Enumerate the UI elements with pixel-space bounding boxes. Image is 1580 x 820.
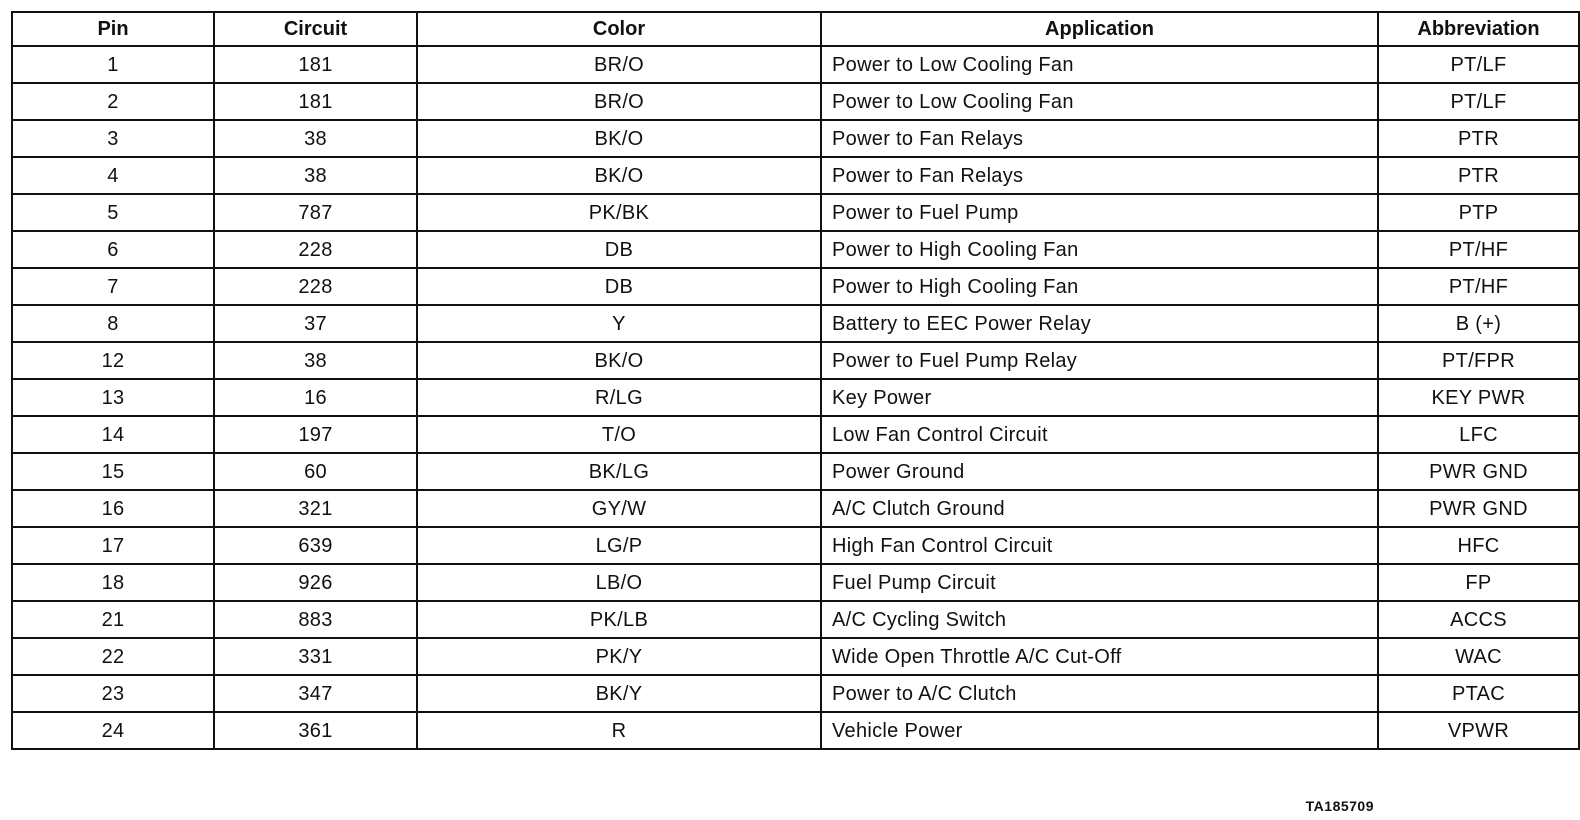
cell-application: Low Fan Control Circuit (821, 416, 1378, 453)
cell-application: Wide Open Throttle A/C Cut-Off (821, 638, 1378, 675)
header-application: Application (821, 12, 1378, 46)
cell-circuit: 38 (214, 157, 417, 194)
cell-application: Power to High Cooling Fan (821, 231, 1378, 268)
cell-color: R/LG (417, 379, 821, 416)
cell-abbreviation: PTR (1378, 120, 1579, 157)
cell-color: BK/LG (417, 453, 821, 490)
cell-application: Power to Low Cooling Fan (821, 46, 1378, 83)
cell-application: Power to High Cooling Fan (821, 268, 1378, 305)
cell-color: LG/P (417, 527, 821, 564)
cell-abbreviation: FP (1378, 564, 1579, 601)
cell-application: Vehicle Power (821, 712, 1378, 749)
cell-abbreviation: KEY PWR (1378, 379, 1579, 416)
cell-circuit: 197 (214, 416, 417, 453)
table-row (12, 305, 1579, 342)
cell-circuit: 883 (214, 601, 417, 638)
cell-pin: 4 (12, 157, 214, 194)
cell-color: Y (417, 305, 821, 342)
cell-application: Power to Low Cooling Fan (821, 83, 1378, 120)
cell-application: Power to Fuel Pump (821, 194, 1378, 231)
table-row (12, 83, 1579, 120)
cell-abbreviation: PT/FPR (1378, 342, 1579, 379)
table-row (12, 416, 1579, 453)
cell-color: R (417, 712, 821, 749)
cell-application: A/C Cycling Switch (821, 601, 1378, 638)
cell-circuit: 361 (214, 712, 417, 749)
cell-abbreviation: B (+) (1378, 305, 1579, 342)
cell-abbreviation: VPWR (1378, 712, 1579, 749)
pin-table (11, 11, 1580, 750)
cell-pin: 22 (12, 638, 214, 675)
cell-abbreviation: LFC (1378, 416, 1579, 453)
table-row (12, 120, 1579, 157)
cell-pin: 21 (12, 601, 214, 638)
cell-abbreviation: PWR GND (1378, 490, 1579, 527)
cell-circuit: 639 (214, 527, 417, 564)
header-pin: Pin (12, 12, 214, 46)
cell-pin: 18 (12, 564, 214, 601)
cell-abbreviation: PT/HF (1378, 231, 1579, 268)
table-row (12, 194, 1579, 231)
cell-color: PK/BK (417, 194, 821, 231)
table-row (12, 675, 1579, 712)
cell-circuit: 228 (214, 231, 417, 268)
table-row (12, 527, 1579, 564)
cell-color: GY/W (417, 490, 821, 527)
cell-circuit: 37 (214, 305, 417, 342)
table-row (12, 268, 1579, 305)
table-row (12, 379, 1579, 416)
table-row (12, 231, 1579, 268)
cell-color: BK/Y (417, 675, 821, 712)
cell-pin: 2 (12, 83, 214, 120)
cell-color: BK/O (417, 120, 821, 157)
cell-application: Key Power (821, 379, 1378, 416)
cell-circuit: 787 (214, 194, 417, 231)
cell-application: Fuel Pump Circuit (821, 564, 1378, 601)
cell-pin: 1 (12, 46, 214, 83)
cell-circuit: 926 (214, 564, 417, 601)
cell-abbreviation: PT/LF (1378, 83, 1579, 120)
cell-pin: 6 (12, 231, 214, 268)
cell-pin: 13 (12, 379, 214, 416)
figure-id: TA185709 (1305, 798, 1374, 814)
table-row (12, 453, 1579, 490)
cell-pin: 15 (12, 453, 214, 490)
cell-color: T/O (417, 416, 821, 453)
cell-color: PK/Y (417, 638, 821, 675)
cell-application: Power to Fan Relays (821, 120, 1378, 157)
table-body (12, 46, 1579, 749)
header-circuit: Circuit (214, 12, 417, 46)
cell-pin: 16 (12, 490, 214, 527)
cell-abbreviation: ACCS (1378, 601, 1579, 638)
cell-pin: 8 (12, 305, 214, 342)
cell-color: BK/O (417, 157, 821, 194)
cell-application: Power Ground (821, 453, 1378, 490)
cell-color: BK/O (417, 342, 821, 379)
header-abbreviation: Abbreviation (1378, 12, 1579, 46)
cell-pin: 14 (12, 416, 214, 453)
cell-pin: 3 (12, 120, 214, 157)
cell-application: Power to Fan Relays (821, 157, 1378, 194)
cell-abbreviation: PTAC (1378, 675, 1579, 712)
cell-circuit: 321 (214, 490, 417, 527)
cell-color: LB/O (417, 564, 821, 601)
header-color: Color (417, 12, 821, 46)
cell-pin: 23 (12, 675, 214, 712)
cell-circuit: 181 (214, 83, 417, 120)
table-row (12, 712, 1579, 749)
cell-application: Power to Fuel Pump Relay (821, 342, 1378, 379)
table-row (12, 342, 1579, 379)
cell-pin: 12 (12, 342, 214, 379)
table-row (12, 46, 1579, 83)
cell-circuit: 181 (214, 46, 417, 83)
table-row (12, 490, 1579, 527)
cell-application: High Fan Control Circuit (821, 527, 1378, 564)
cell-abbreviation: PTR (1378, 157, 1579, 194)
table-row (12, 157, 1579, 194)
cell-abbreviation: PTP (1378, 194, 1579, 231)
cell-color: PK/LB (417, 601, 821, 638)
cell-abbreviation: PT/HF (1378, 268, 1579, 305)
table-row (12, 638, 1579, 675)
cell-application: Battery to EEC Power Relay (821, 305, 1378, 342)
cell-circuit: 347 (214, 675, 417, 712)
cell-color: DB (417, 268, 821, 305)
cell-circuit: 38 (214, 342, 417, 379)
cell-color: BR/O (417, 83, 821, 120)
cell-circuit: 228 (214, 268, 417, 305)
cell-pin: 7 (12, 268, 214, 305)
cell-abbreviation: PT/LF (1378, 46, 1579, 83)
cell-circuit: 16 (214, 379, 417, 416)
cell-abbreviation: WAC (1378, 638, 1579, 675)
cell-circuit: 331 (214, 638, 417, 675)
cell-pin: 17 (12, 527, 214, 564)
cell-application: A/C Clutch Ground (821, 490, 1378, 527)
cell-abbreviation: HFC (1378, 527, 1579, 564)
cell-circuit: 60 (214, 453, 417, 490)
table-row (12, 601, 1579, 638)
cell-circuit: 38 (214, 120, 417, 157)
pin-table-container (11, 11, 1540, 750)
cell-application: Power to A/C Clutch (821, 675, 1378, 712)
table-row (12, 564, 1579, 601)
cell-color: DB (417, 231, 821, 268)
cell-pin: 24 (12, 712, 214, 749)
cell-abbreviation: PWR GND (1378, 453, 1579, 490)
cell-color: BR/O (417, 46, 821, 83)
cell-pin: 5 (12, 194, 214, 231)
table-header-row (12, 12, 1579, 46)
